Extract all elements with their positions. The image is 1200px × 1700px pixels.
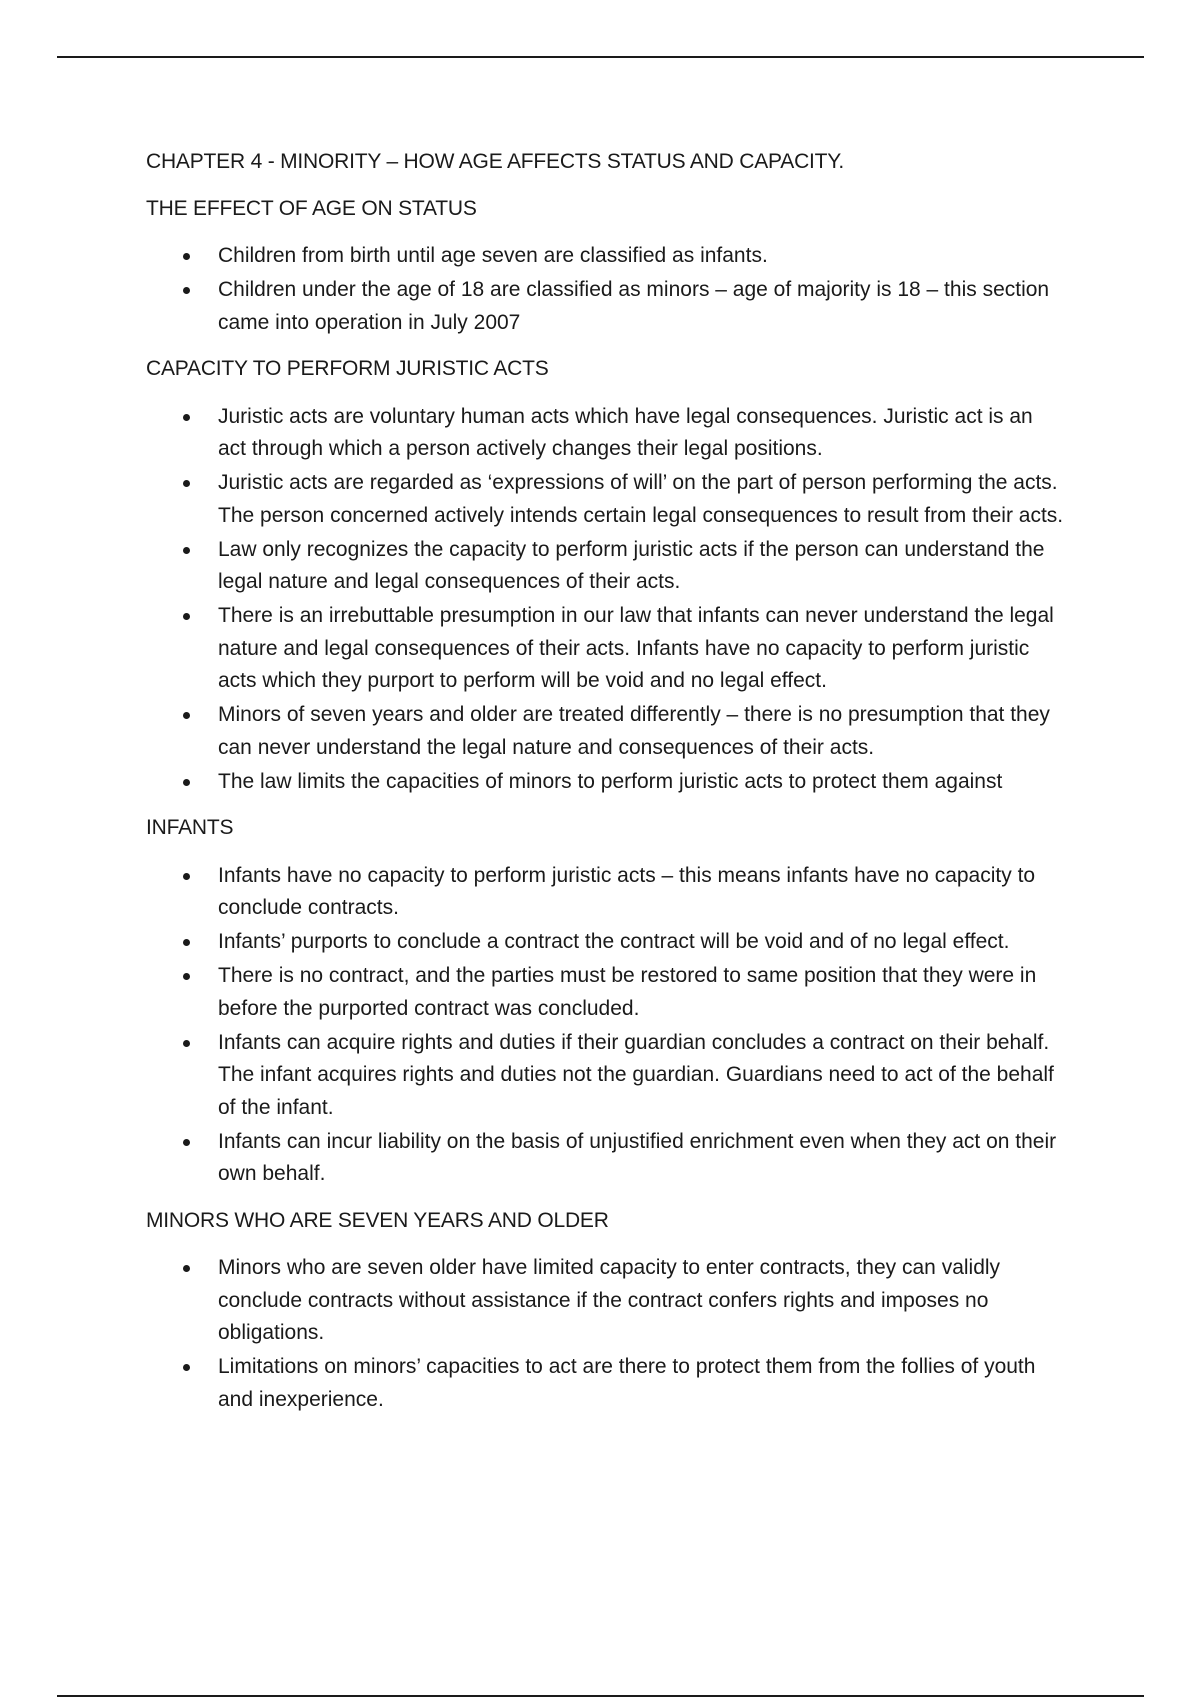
bullet-icon	[183, 712, 190, 719]
chapter-title: CHAPTER 4 - MINORITY – HOW AGE AFFECTS STATUS AND CAPACITY.	[146, 150, 845, 173]
list-item: Infants can incur liability on the basis of unjustified enrichment even when they act on their own behalf.	[146, 1126, 1066, 1191]
list-item: Limitations on minors’ capacities to act are there to protect them from the follies of youth and inexperience.	[146, 1351, 1066, 1416]
list-item: Infants have no capacity to perform juristic acts – this means infants have no capacity to conclude contracts.	[146, 860, 1066, 925]
bullet-icon	[183, 1265, 190, 1272]
bullet-icon	[183, 287, 190, 294]
footer-rule	[57, 1695, 1144, 1697]
bullet-list	[146, 860, 1066, 1191]
list-item: There is no contract, and the parties must be restored to same position that they were in before the purported contract was concluded.	[146, 960, 1066, 1025]
list-item: The law limits the capacities of minors to perform juristic acts to protect them against	[146, 766, 1066, 799]
section-heading: MINORS WHO ARE SEVEN YEARS AND OLDER	[146, 1208, 609, 1232]
bullet-icon	[183, 480, 190, 487]
header-rule	[57, 56, 1144, 58]
bullet-icon	[183, 779, 190, 786]
list-item: Minors of seven years and older are treated differently – there is no presumption that they can never understand the legal nature and consequences of their acts.	[146, 699, 1066, 764]
list-item: Juristic acts are voluntary human acts which have legal consequences. Juristic act is an act through which a person actively changes their legal positions.	[146, 401, 1066, 466]
bullet-icon	[183, 1364, 190, 1371]
bullet-icon	[183, 547, 190, 554]
list-item: Law only recognizes the capacity to perform juristic acts if the person can understand the legal nature and legal consequences of their acts.	[146, 534, 1066, 599]
list-item: Infants’ purports to conclude a contract the contract will be void and of no legal effect.	[146, 926, 1066, 959]
section-heading: CAPACITY TO PERFORM JURISTIC ACTS	[146, 357, 549, 380]
section-minors-seven-and-older	[146, 1205, 1066, 1417]
bullet-icon	[183, 939, 190, 946]
section-heading: THE EFFECT OF AGE ON STATUS	[146, 196, 477, 220]
list-item: Children under the age of 18 are classified as minors – age of majority is 18 – this section came into operation in July 2007	[146, 274, 1066, 339]
bullet-icon	[183, 973, 190, 980]
bullet-list	[146, 1252, 1066, 1416]
section-capacity-juristic-acts	[146, 353, 1066, 798]
list-item: Infants can acquire rights and duties if their guardian concludes a contract on their behalf. The infant acquires rights and duties not the guardian. Guardians need to act of the behalf of the infant.	[146, 1027, 1066, 1125]
bullet-list	[146, 401, 1066, 799]
list-item: There is an irrebuttable presumption in our law that infants can never understand the legal nature and legal consequences of their acts. Infants have no capacity to perform juristic acts which they purport to perform will be void and no legal effect.	[146, 600, 1066, 698]
list-item: Minors who are seven older have limited capacity to enter contracts, they can validly conclude contracts without assistance if the contract confers rights and imposes no obligations.	[146, 1252, 1066, 1350]
bullet-list	[146, 240, 1066, 339]
bullet-icon	[183, 1040, 190, 1047]
bullet-icon	[183, 414, 190, 421]
section-infants	[146, 812, 1066, 1191]
section-heading: INFANTS	[146, 816, 234, 839]
list-item: Juristic acts are regarded as ‘expressions of will’ on the part of person performing the acts. The person concerned actively intends certain legal consequences to result from their acts.	[146, 467, 1066, 532]
bullet-icon	[183, 613, 190, 620]
section-effect-of-age	[146, 193, 1066, 340]
document-body	[146, 146, 1066, 1430]
list-item: Children from birth until age seven are classified as infants.	[146, 240, 1066, 273]
bullet-icon	[183, 873, 190, 880]
bullet-icon	[183, 1139, 190, 1146]
bullet-icon	[183, 253, 190, 260]
